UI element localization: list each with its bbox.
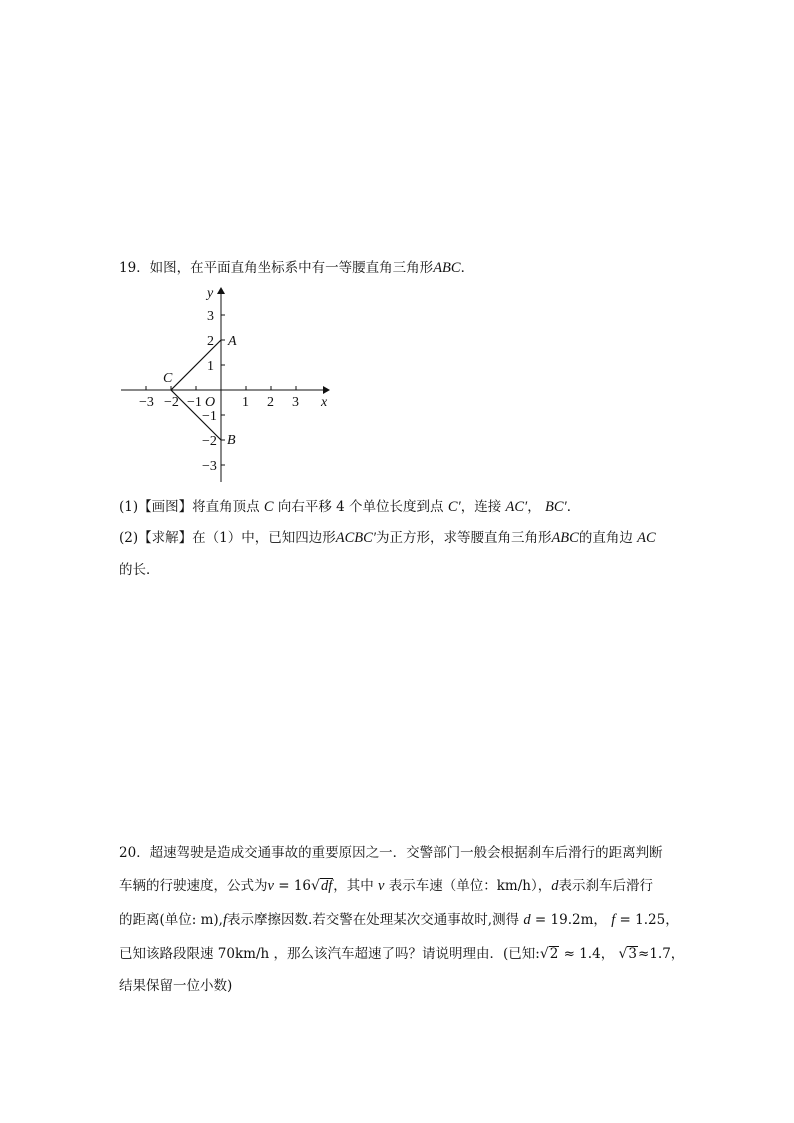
- q20-number: 20: [119, 845, 137, 861]
- y-tick-label: −3: [202, 459, 217, 474]
- sqrt-2: 2: [549, 946, 559, 962]
- part1-number: (1): [119, 499, 139, 515]
- q20-text: 已知该路段限速 70km/h ，那么该汽车超速了吗？请说明理由．(已知:: [119, 946, 540, 962]
- var-f: f: [611, 912, 616, 928]
- part2-text: 在（1）中，已知四边形: [192, 530, 336, 546]
- y-tick-label: −1: [202, 409, 217, 424]
- part1-text: ，连接: [460, 499, 502, 515]
- axis-label-y: y: [207, 286, 214, 301]
- approx-value: ≈1.7: [638, 946, 671, 962]
- var-ac: AC: [637, 530, 656, 546]
- q20-line1: [119, 843, 663, 863]
- q20-text: ，: [593, 912, 607, 928]
- part2-number: (2): [119, 530, 139, 546]
- q19-stem-text: ．如图，在平面直角坐标系中有一等腰直角三角形: [136, 260, 434, 276]
- part2-text: 的直角边: [578, 530, 633, 546]
- var-c: C: [263, 499, 274, 515]
- q20-text: 的距离(单位: m),: [119, 912, 223, 928]
- q19-number: 19: [119, 260, 137, 276]
- x-tick-label: 3: [292, 395, 299, 410]
- value-f: = 1.25: [615, 912, 666, 928]
- sqrt-3: 3: [628, 946, 638, 962]
- part1-tag: 【画图】: [138, 499, 193, 515]
- x-tick-label: −1: [187, 395, 202, 410]
- part1-text: 向右平移 4 个单位长度到点: [277, 499, 444, 515]
- part1-text: 将直角顶点: [192, 499, 260, 515]
- x-tick-label: −3: [139, 395, 154, 410]
- q20-text: ，: [670, 946, 685, 962]
- y-tick-label: 1: [207, 359, 214, 374]
- q19-stem: [119, 258, 474, 278]
- q20-text: ，其中: [333, 878, 374, 894]
- origin-label: O: [205, 395, 216, 410]
- q20-text: 结果保留一位小数): [119, 978, 233, 994]
- q20-line5: [119, 976, 232, 996]
- q20-text: ．超速驾驶是造成交通事故的重要原因之一．交警部门一般会根据刹车后滑行的距离判断: [136, 845, 663, 861]
- part2-text: 为正方形，求等腰直角三角形: [375, 530, 552, 546]
- x-tick-label: 1: [242, 395, 249, 410]
- q20-text: 表示摩擦因数.若交警在处理某次交通事故时,测得: [227, 912, 520, 928]
- formula-var-v: v: [267, 878, 274, 894]
- var-d: d: [523, 912, 531, 928]
- formula-radicand: df: [320, 878, 333, 894]
- q20-text: 表示刹车后滑行: [558, 878, 653, 894]
- part1-text: ．: [566, 499, 581, 515]
- point-label-a: A: [228, 334, 237, 349]
- sqrt-sign: √: [618, 946, 628, 962]
- q20-line3: [119, 910, 679, 930]
- formula-eq: = 16: [273, 878, 312, 894]
- y-tick-label: 2: [207, 334, 214, 349]
- var-abc-prime: ABC: [551, 530, 579, 546]
- x-tick-label: −2: [164, 395, 179, 410]
- var-bc-prime: BC′: [545, 499, 567, 515]
- y-tick-label: −2: [202, 434, 217, 449]
- var-v: v: [378, 878, 385, 894]
- q20-text: ，: [600, 946, 615, 962]
- sqrt-sign: √: [539, 946, 549, 962]
- value-d: = 19.2m: [530, 912, 594, 928]
- sqrt-sign: √: [311, 878, 320, 894]
- q20-text: 车辆的行驶速度，公式为: [119, 878, 268, 894]
- q19-part1: [119, 497, 580, 517]
- part2-text: 的长．: [119, 562, 160, 578]
- point-label-b: B: [227, 433, 236, 448]
- coordinate-figure: [119, 282, 339, 492]
- q20-line4: [119, 944, 684, 964]
- var-d: d: [551, 878, 559, 894]
- q19-part2-cont: [119, 560, 160, 580]
- point-label-c: C: [163, 371, 173, 386]
- q19-stem-end: ．: [460, 260, 475, 276]
- part2-tag: 【求解】: [138, 530, 193, 546]
- q20-text: ，: [665, 912, 679, 928]
- part1-text: ，: [527, 499, 541, 515]
- axis-label-x: x: [321, 395, 328, 410]
- q19-stem-var: ABC: [433, 260, 461, 276]
- approx-value: ≈ 1.4: [559, 946, 601, 962]
- var-ac-prime: AC′: [505, 499, 528, 515]
- q20-text: 表示车速（单位：km/h），: [388, 878, 552, 894]
- x-tick-label: 2: [267, 395, 274, 410]
- q20-line2: [119, 876, 653, 896]
- var-acbc-prime: ACBC′: [335, 530, 376, 546]
- y-tick-label: 3: [207, 309, 214, 324]
- q19-part2: [119, 528, 656, 548]
- var-f: f: [222, 912, 227, 928]
- var-c-prime: C′: [447, 499, 461, 515]
